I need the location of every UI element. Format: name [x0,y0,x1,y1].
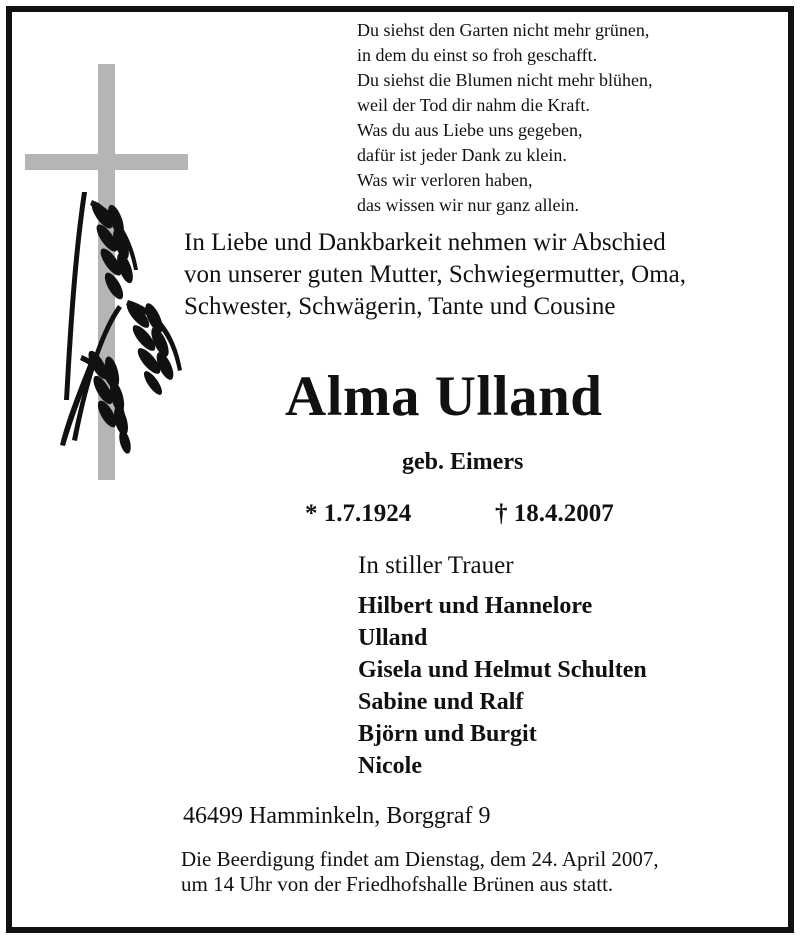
poem-line: das wissen wir nur ganz allein. [357,195,579,215]
mourner-name: Björn und Burgit [358,721,537,747]
mourning-heading: In stiller Trauer [358,552,514,579]
farewell-line: Schwester, Schwägerin, Tante und Cousine [184,293,616,320]
funeral-notice [181,847,659,897]
farewell-text [184,227,686,323]
mourner-name: Hilbert und Hannelore [358,593,593,619]
poem-line: Du siehst den Garten nicht mehr grünen, [357,20,650,40]
address: 46499 Hamminkeln, Borggraf 9 [183,803,491,829]
poem-line: Was wir verloren haben, [357,170,533,190]
farewell-line: In Liebe und Dankbarkeit nehmen wir Abschied [184,229,666,256]
mourners-list [358,590,647,782]
mourner-name: Gisela und Helmut Schulten [358,657,647,683]
poem-line: Du siehst die Blumen nicht mehr blühen, [357,70,653,90]
mourner-name: Nicole [358,753,422,779]
mourner-name: Sabine und Ralf [358,689,524,715]
poem-line: in dem du einst so froh geschafft. [357,45,598,65]
farewell-line: von unserer guten Mutter, Schwiegermutter, Oma, [184,261,687,288]
birth-date: * 1.7.1924 [305,500,412,527]
maiden-name: geb. Eimers [402,449,524,475]
funeral-line: Die Beerdigung findet am Dienstag, dem 24. April 2007, [181,847,659,871]
mourner-name: Ulland [358,625,428,651]
deceased-name: Alma Ulland [285,365,603,428]
funeral-line: um 14 Uhr von der Friedhofshalle Brünen aus statt. [181,872,614,896]
poem-line: dafür ist jeder Dank zu klein. [357,145,567,165]
poem-line: Was du aus Liebe uns gegeben, [357,120,583,140]
poem-line: weil der Tod dir nahm die Kraft. [357,95,590,115]
poem [357,18,652,218]
death-date: † 18.4.2007 [495,500,614,527]
cross-with-wheat-icon [20,60,195,485]
